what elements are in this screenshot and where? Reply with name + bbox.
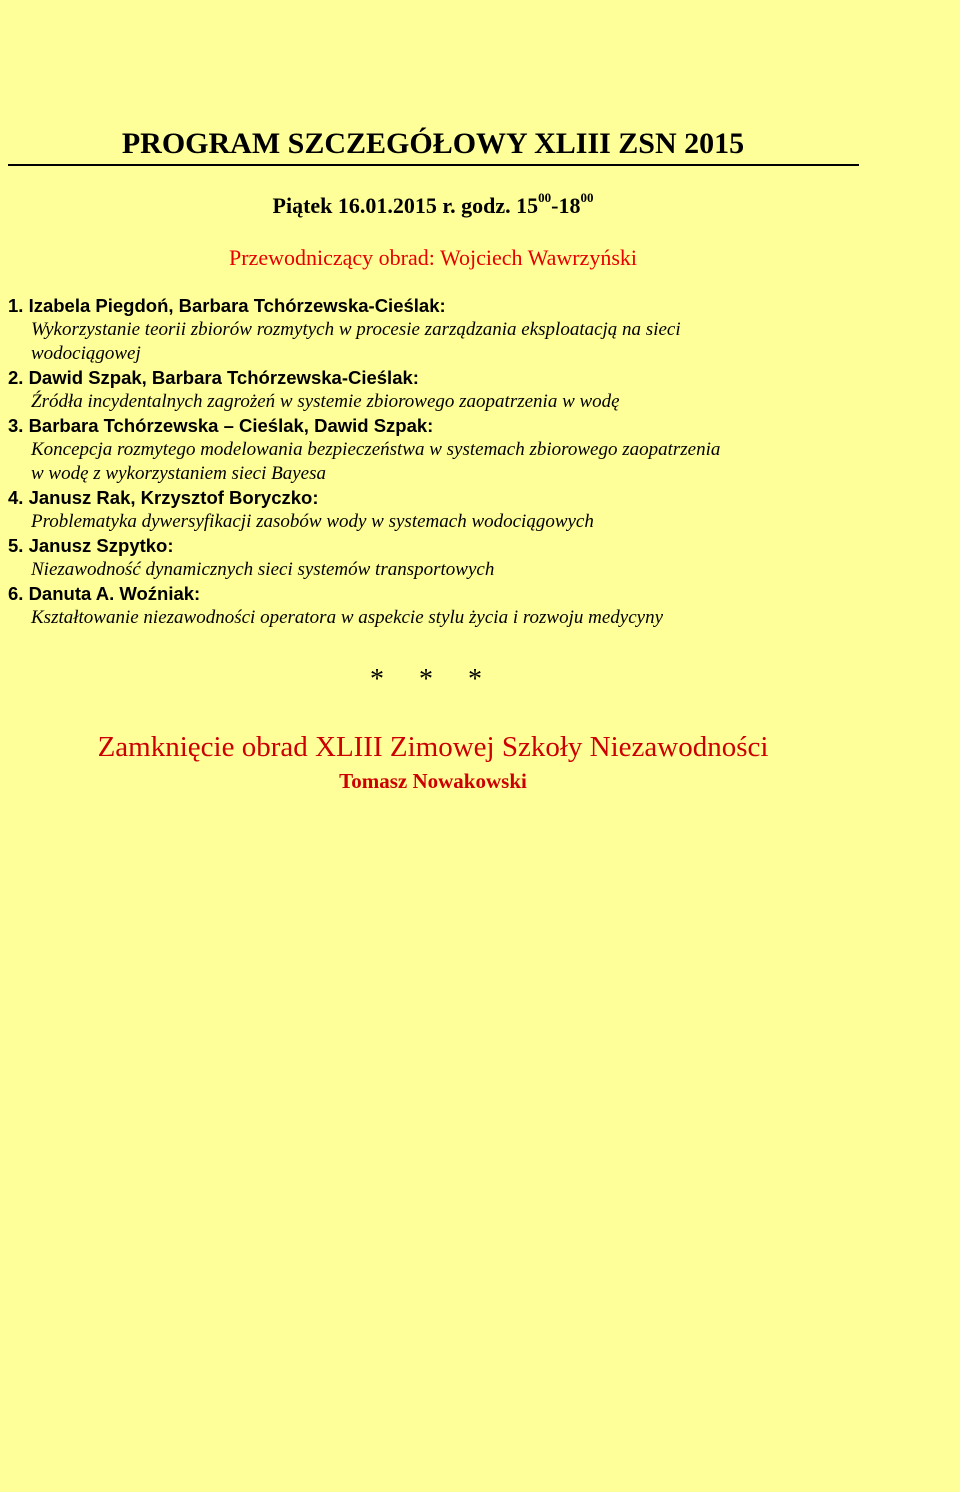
talk-title [8,438,908,486]
session-date [0,190,866,222]
talk-authors: 3. Barbara Tchórzewska – Cieślak, Dawid Szpak: [8,415,434,436]
session-time-separator: -18 [551,193,581,218]
talk-item [8,534,908,582]
session-start-minutes: 00 [538,189,552,205]
talk-title [8,318,908,366]
talk-authors: 4. Janusz Rak, Krzysztof Boryczko: [8,487,319,508]
talk-title [8,558,908,582]
talk-title-line: Kształtowanie niezawodności operatora w aspekcie stylu życia i rozwoju medycyny [31,607,664,628]
talk-item [8,582,908,630]
talk-item [8,414,908,486]
closing-speaker: Tomasz Nowakowski [339,769,527,793]
talk-authors: 5. Janusz Szpytko: [8,535,174,556]
session-date-text: Piątek 16.01.2015 r. godz. 15 [272,193,539,218]
page-title: PROGRAM SZCZEGÓŁOWY XLIII ZSN 2015 [121,127,745,160]
talk-title [8,606,908,630]
talk-title-line: w wodę z wykorzystaniem sieci Bayesa [31,463,326,484]
talk-title-line: wodociągowej [31,343,141,364]
talk-item [8,486,908,534]
section-separator: * * * [370,664,496,695]
talk-title-line: Niezawodność dynamicznych sieci systemów transportowych [31,559,495,580]
talk-title [8,390,908,414]
session-chair: Przewodniczący obrad: Wojciech Wawrzyński [229,245,637,270]
talk-item [8,366,908,414]
talk-title-line: Problematyka dywersyfikacji zasobów wody w systemach wodociągowych [31,511,594,532]
title-underline [8,164,859,166]
closing-title: Zamknięcie obrad XLIII Zimowej Szkoły Niezawodności [97,731,769,763]
talk-title-line: Koncepcja rozmytego modelowania bezpieczeństwa w systemach zbiorowego zaopatrzenia [31,439,721,460]
session-end-minutes: 00 [580,189,594,205]
talk-title-line: Wykorzystanie teorii zbiorów rozmytych w procesie zarządzania eksploatacją na sieci [31,319,681,340]
talk-list [8,294,908,630]
talk-authors: 2. Dawid Szpak, Barbara Tchórzewska-Cieślak: [8,367,419,388]
talk-title-line: Źródła incydentalnych zagrożeń w systemie zbiorowego zaopatrzenia w wodę [31,391,620,412]
talk-title [8,510,908,534]
talk-item [8,294,908,366]
talk-authors: 1. Izabela Piegdoń, Barbara Tchórzewska-Cieślak: [8,295,446,316]
talk-authors: 6. Danuta A. Woźniak: [8,583,201,604]
